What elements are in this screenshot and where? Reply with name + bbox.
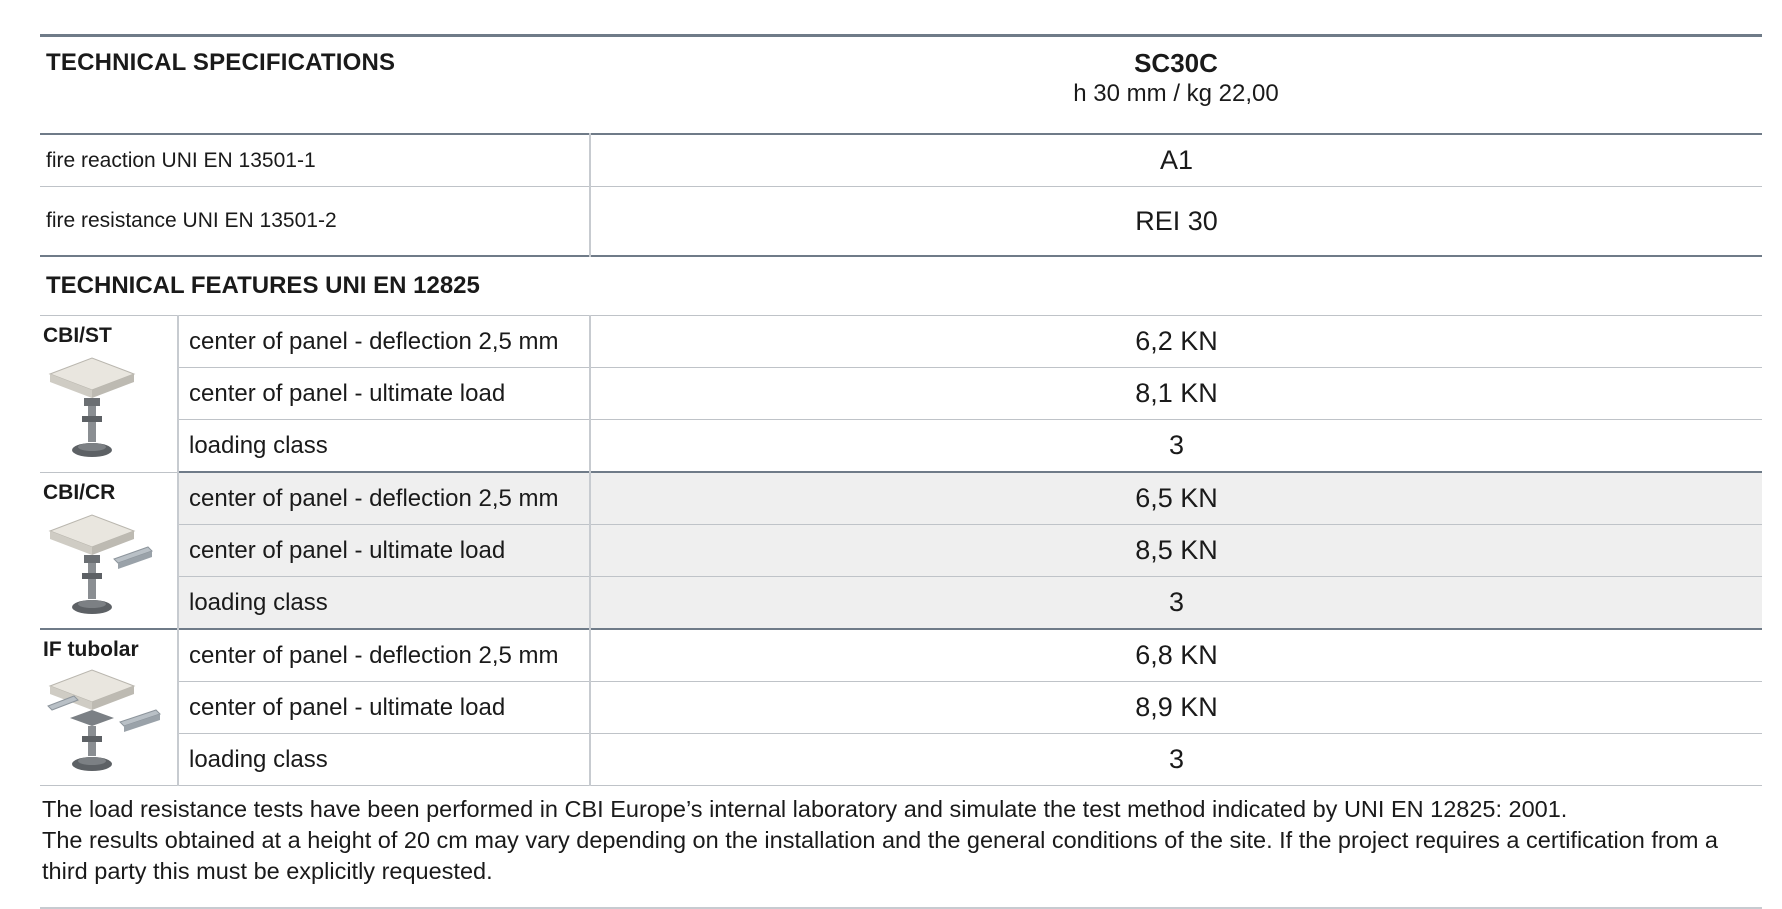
spec-sheet (40, 34, 1762, 909)
row-value: 3 (590, 420, 1762, 473)
product-code: SC30C (1134, 48, 1218, 78)
table-row (40, 629, 1762, 682)
spec-title: TECHNICAL SPECIFICATIONS (40, 36, 590, 135)
fire-label: fire resistance UNI EN 13501-2 (40, 187, 590, 257)
row-value: 8,1 KN (590, 368, 1762, 420)
group-name: IF tubolar (43, 638, 139, 661)
pedestal-stringer-image (44, 511, 154, 619)
group-cbi-st (40, 316, 178, 473)
table-row (40, 316, 1762, 368)
row-value: 3 (590, 577, 1762, 630)
row-label: loading class (178, 734, 590, 786)
fire-value: A1 (590, 134, 1762, 187)
row-value: 8,5 KN (590, 525, 1762, 577)
group-if-tubolar (40, 629, 178, 786)
group-name: CBI/CR (43, 480, 116, 504)
footnote-line: The load resistance tests have been performed in CBI Europe’s internal laboratory and simulate the test method indicated by UNI EN 12825: 2001. (42, 796, 1568, 822)
table-row (40, 420, 1762, 473)
row-value: 6,2 KN (590, 316, 1762, 368)
spec-header-row (40, 36, 1762, 135)
fire-row-reaction (40, 134, 1762, 187)
row-value: 6,5 KN (590, 472, 1762, 525)
row-value: 3 (590, 734, 1762, 786)
features-header-row (40, 256, 1762, 316)
product-sub: h 30 mm / kg 22,00 (1073, 80, 1279, 107)
fire-value: REI 30 (590, 187, 1762, 257)
row-label: center of panel - ultimate load (178, 682, 590, 734)
footnotes (40, 794, 1764, 887)
table-row (40, 682, 1762, 734)
pedestal-tubular-image (44, 668, 162, 776)
table-row (40, 734, 1762, 786)
spec-table (40, 34, 1762, 786)
product-header (590, 36, 1762, 135)
row-value: 8,9 KN (590, 682, 1762, 734)
table-row (40, 525, 1762, 577)
row-label: center of panel - deflection 2,5 mm (178, 629, 590, 682)
row-label: center of panel - deflection 2,5 mm (178, 472, 590, 525)
pedestal-standard-image (44, 354, 140, 462)
fire-row-resistance (40, 187, 1762, 257)
row-label: center of panel - deflection 2,5 mm (178, 316, 590, 368)
group-cbi-cr (40, 472, 178, 629)
row-label: center of panel - ultimate load (178, 525, 590, 577)
group-name: CBI/ST (43, 324, 112, 347)
row-value: 6,8 KN (590, 629, 1762, 682)
row-label: loading class (178, 420, 590, 473)
row-label: loading class (178, 577, 590, 630)
table-row (40, 577, 1762, 630)
table-row (40, 472, 1762, 525)
table-row (40, 368, 1762, 420)
row-label: center of panel - ultimate load (178, 368, 590, 420)
fire-label: fire reaction UNI EN 13501-1 (40, 134, 590, 187)
features-title: TECHNICAL FEATURES UNI EN 12825 (40, 256, 1762, 316)
footnote-line: The results obtained at a height of 20 cm may vary depending on the installation and the general conditions of the site. If the project requires a certification from a third party this must be explicitly requested. (42, 827, 1719, 884)
